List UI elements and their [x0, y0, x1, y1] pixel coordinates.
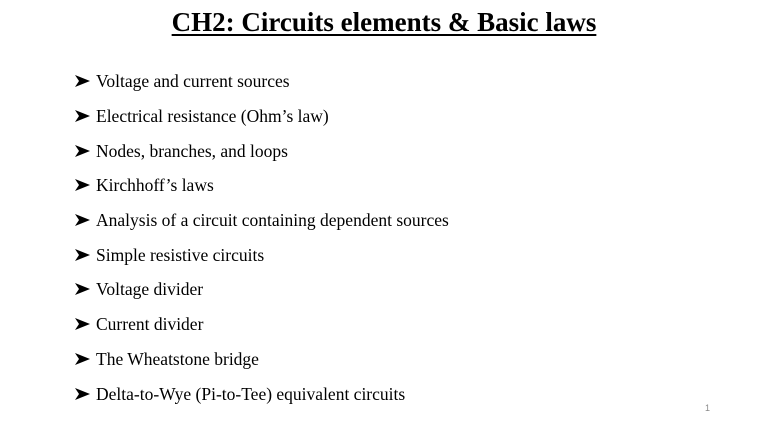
arrowhead-bullet-icon: [74, 282, 92, 296]
list-item: [74, 272, 449, 307]
arrowhead-bullet-icon: [74, 317, 92, 331]
arrowhead-bullet-icon: [74, 213, 92, 227]
list-item: [74, 168, 449, 203]
list-item-label: The Wheatstone bridge: [96, 348, 259, 369]
arrowhead-bullet-icon: [74, 248, 92, 262]
list-item: [74, 342, 449, 377]
list-item: [74, 307, 449, 342]
slide-title: CH2: Circuits elements & Basic laws: [171, 7, 597, 37]
bullet-list: [74, 64, 449, 411]
list-item: [74, 64, 449, 99]
arrowhead-bullet-icon: [74, 74, 92, 88]
arrowhead-bullet-icon: [74, 352, 92, 366]
list-item-label: Simple resistive circuits: [96, 244, 265, 265]
list-item: [74, 237, 449, 272]
arrowhead-bullet-icon: [74, 144, 92, 158]
list-item: [74, 203, 449, 238]
arrowhead-bullet-icon: [74, 178, 92, 192]
list-item-label: Voltage divider: [96, 279, 204, 300]
arrowhead-bullet-icon: [74, 387, 92, 401]
list-item-label: Analysis of a circuit containing dependent sources: [96, 210, 449, 231]
arrowhead-bullet-icon: [74, 109, 92, 123]
list-item: [74, 99, 449, 134]
list-item-label: Delta-to-Wye (Pi-to-Tee) equivalent circuits: [96, 383, 406, 404]
page-number: 1: [704, 403, 710, 413]
list-item: [74, 376, 449, 411]
list-item-label: Kirchhoff’s laws: [96, 175, 214, 196]
list-item: [74, 133, 449, 168]
list-item-label: Nodes, branches, and loops: [96, 140, 288, 161]
list-item-label: Voltage and current sources: [96, 71, 290, 92]
list-item-label: Electrical resistance (Ohm’s law): [96, 106, 329, 127]
list-item-label: Current divider: [96, 314, 204, 335]
